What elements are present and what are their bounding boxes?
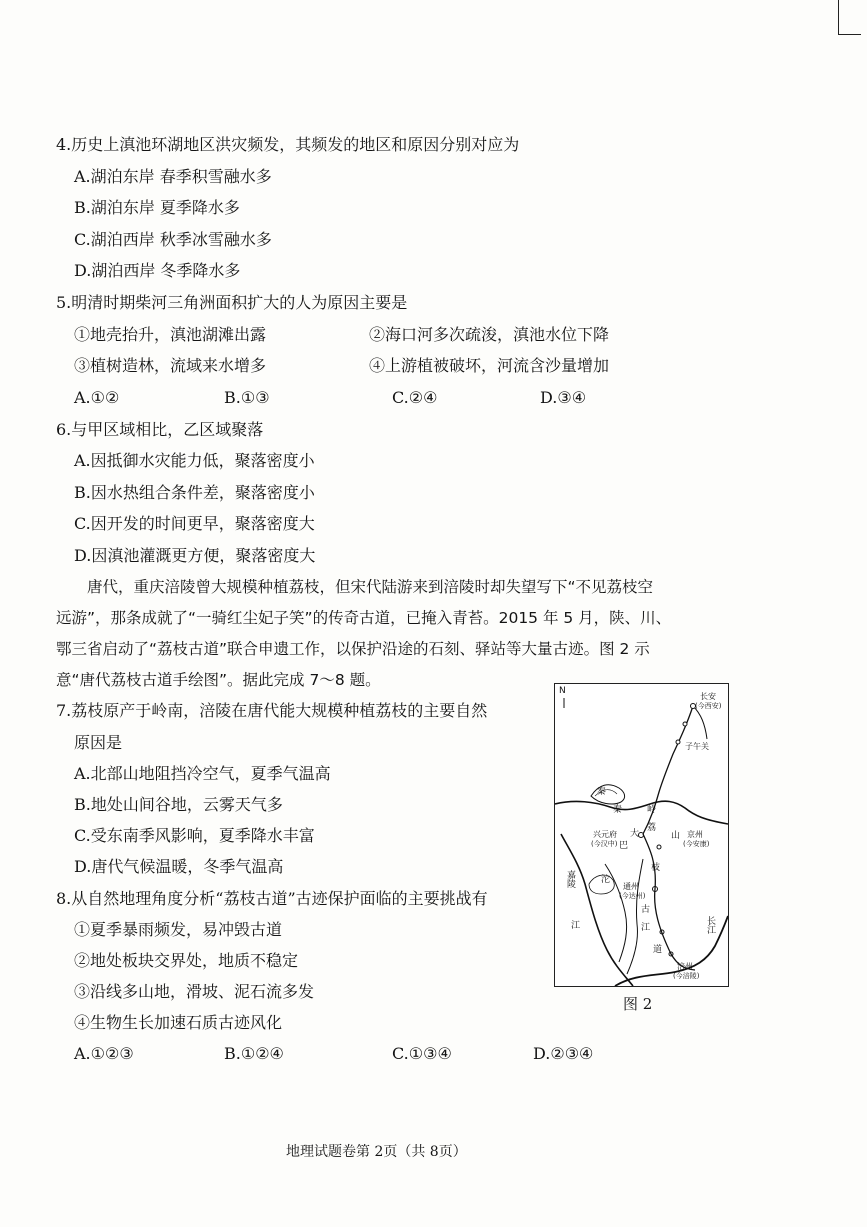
map-label-jiang2: 江	[641, 923, 651, 933]
q8-option-d: D.②③④	[533, 1044, 594, 1063]
q4-option-c: C.湖泊西岸 秋季冰雪融水多	[74, 230, 272, 249]
q6-option-b: B.因水热组合条件差，聚落密度小	[74, 483, 315, 502]
q6-stem: 6.与甲区域相比，乙区域聚落	[56, 420, 264, 439]
lychee-road	[643, 831, 695, 970]
q7-stem-cont: 原因是	[74, 733, 123, 752]
q5-item-1: ①地壳抬升，滇池湖滩出露	[74, 325, 267, 344]
route-marker	[657, 845, 661, 849]
map-label-xingyuanfu: 兴元府	[593, 830, 617, 839]
q6-option-c: C.因开发的时间更早，聚落密度大	[74, 514, 315, 533]
q7-option-d: D.唐代气候温暖，冬季气温高	[74, 857, 284, 876]
q7-option-a: A.北部山地阻挡冷空气，夏季气温高	[74, 764, 331, 783]
q5-option-b: B.①③	[224, 388, 270, 407]
figure-caption: 图 2	[623, 995, 653, 1013]
q6-option-d: D.因滇池灌溉更方便，聚落密度大	[74, 546, 316, 565]
map-label-ziwuguan: 子午关	[685, 742, 709, 751]
map-label-dao: 道	[653, 945, 663, 955]
map-label-gu: 古	[641, 905, 651, 915]
page-footer: 地理试题卷第 2页（共 8页）	[286, 1144, 467, 1160]
q4-option-b: B.湖泊东岸 夏季降水多	[74, 198, 240, 217]
map-label-changjiang: 长江	[705, 916, 715, 934]
q7-option-c: C.受东南季风影响，夏季降水丰富	[74, 826, 315, 845]
route-marker	[683, 722, 687, 726]
map-label-jingzhou: 京州	[687, 830, 703, 839]
passage-line: 鄂三省启动了“荔枝古道”联合申遗工作，以保护沿途的石刻、驿站等大量古迹。图 2 示	[56, 640, 650, 658]
q8-item-3: ③沿线多山地，滑坡、泥石流多发	[74, 982, 315, 1001]
map-label-jialing: 嘉陵	[565, 870, 575, 888]
tributary	[627, 859, 643, 974]
q6-option-a: A.因抵御水灾能力低，聚落密度小	[74, 451, 315, 470]
map-label-ba: 巴	[619, 841, 629, 851]
map-label-tongzhou-now: (今达州)	[619, 892, 646, 900]
map-label-changan-now: (今西安)	[695, 702, 722, 710]
passage-line: 远游”，那条成就了“一骑红尘妃子笑”的传奇古道，已掩入青苔。2015 年 5 月，陕、川、	[56, 609, 672, 627]
q8-option-a: A.①②③	[74, 1044, 134, 1063]
map-label-tuo: 沱	[601, 875, 611, 885]
q5-option-d: D.③④	[540, 388, 587, 407]
q8-item-4: ④生物生长加速石质古迹风化	[74, 1013, 283, 1032]
q8-stem: 8.从自然地理角度分析“荔枝古道”古迹保护面临的主要挑战有	[56, 889, 488, 908]
q4-stem: 4.历史上滇池环湖地区洪灾频发，其频发的地区和原因分别对应为	[56, 135, 520, 154]
passage-line: 意“唐代荔枝古道手绘图”。据此完成 7～8 题。	[56, 671, 381, 689]
page-corner-mark	[838, 0, 861, 35]
map-label-da: 大	[630, 829, 640, 839]
q4-option-d: D.湖泊西岸 冬季降水多	[74, 261, 241, 280]
q8-option-c: C.①③④	[392, 1044, 452, 1063]
q5-option-c: C.②④	[392, 388, 438, 407]
q5-option-a: A.①②	[74, 388, 120, 407]
map-label-li: 荔	[647, 823, 657, 833]
q7-option-b: B.地处山间谷地，云雾天气多	[74, 795, 283, 814]
q5-stem: 5.明清时期柴河三角洲面积扩大的人为原因主要是	[56, 293, 408, 312]
map-label-ling: 岭	[647, 805, 657, 815]
q8-option-b: B.①②④	[224, 1044, 284, 1063]
map-label-fuzhou: 涪州	[677, 962, 693, 971]
q4-option-a: A.湖泊东岸 春季积雪融水多	[74, 167, 272, 186]
map-label-zhi: 枝	[651, 863, 661, 873]
map-label-xingyuanfu-now: (今汉中)	[591, 840, 618, 848]
map-label-fuzhou-now: (今涪陵)	[673, 972, 700, 980]
q7-stem: 7.荔枝原产于岭南，涪陵在唐代能大规模种植荔枝的主要自然	[56, 701, 488, 720]
q5-item-3: ③植树造林，流域来水增多	[74, 356, 267, 375]
map-label-jingzhou-now: (今安康)	[683, 840, 710, 848]
north-label: N	[559, 686, 566, 696]
map-label-mountain: 秦	[597, 787, 607, 797]
q8-item-1: ①夏季暴雨频发，易冲毁古道	[74, 920, 283, 939]
q8-item-2: ②地处板块交界处，地质不稳定	[74, 951, 299, 970]
map-label-shan: 山	[671, 831, 681, 841]
q5-item-2: ②海口河多次疏浚，滇池水位下降	[369, 325, 610, 344]
lychee-road-map	[554, 683, 729, 987]
q5-item-4: ④上游植被破坏，河流含沙量增加	[369, 356, 610, 375]
map-label-jiang1: 江	[569, 920, 579, 929]
route-marker	[676, 740, 680, 744]
reading-passage	[56, 572, 711, 696]
map-label-tongzhou: 通州	[623, 882, 639, 891]
map-label-changan: 长安	[700, 692, 716, 701]
passage-line: 唐代，重庆涪陵曾大规模种植荔枝，但宋代陆游来到涪陵时却失望写下“不见荔枝空	[87, 578, 654, 596]
map-label-qin: 秦	[613, 805, 623, 815]
jialing-river	[561, 834, 633, 986]
han-river	[555, 801, 728, 824]
